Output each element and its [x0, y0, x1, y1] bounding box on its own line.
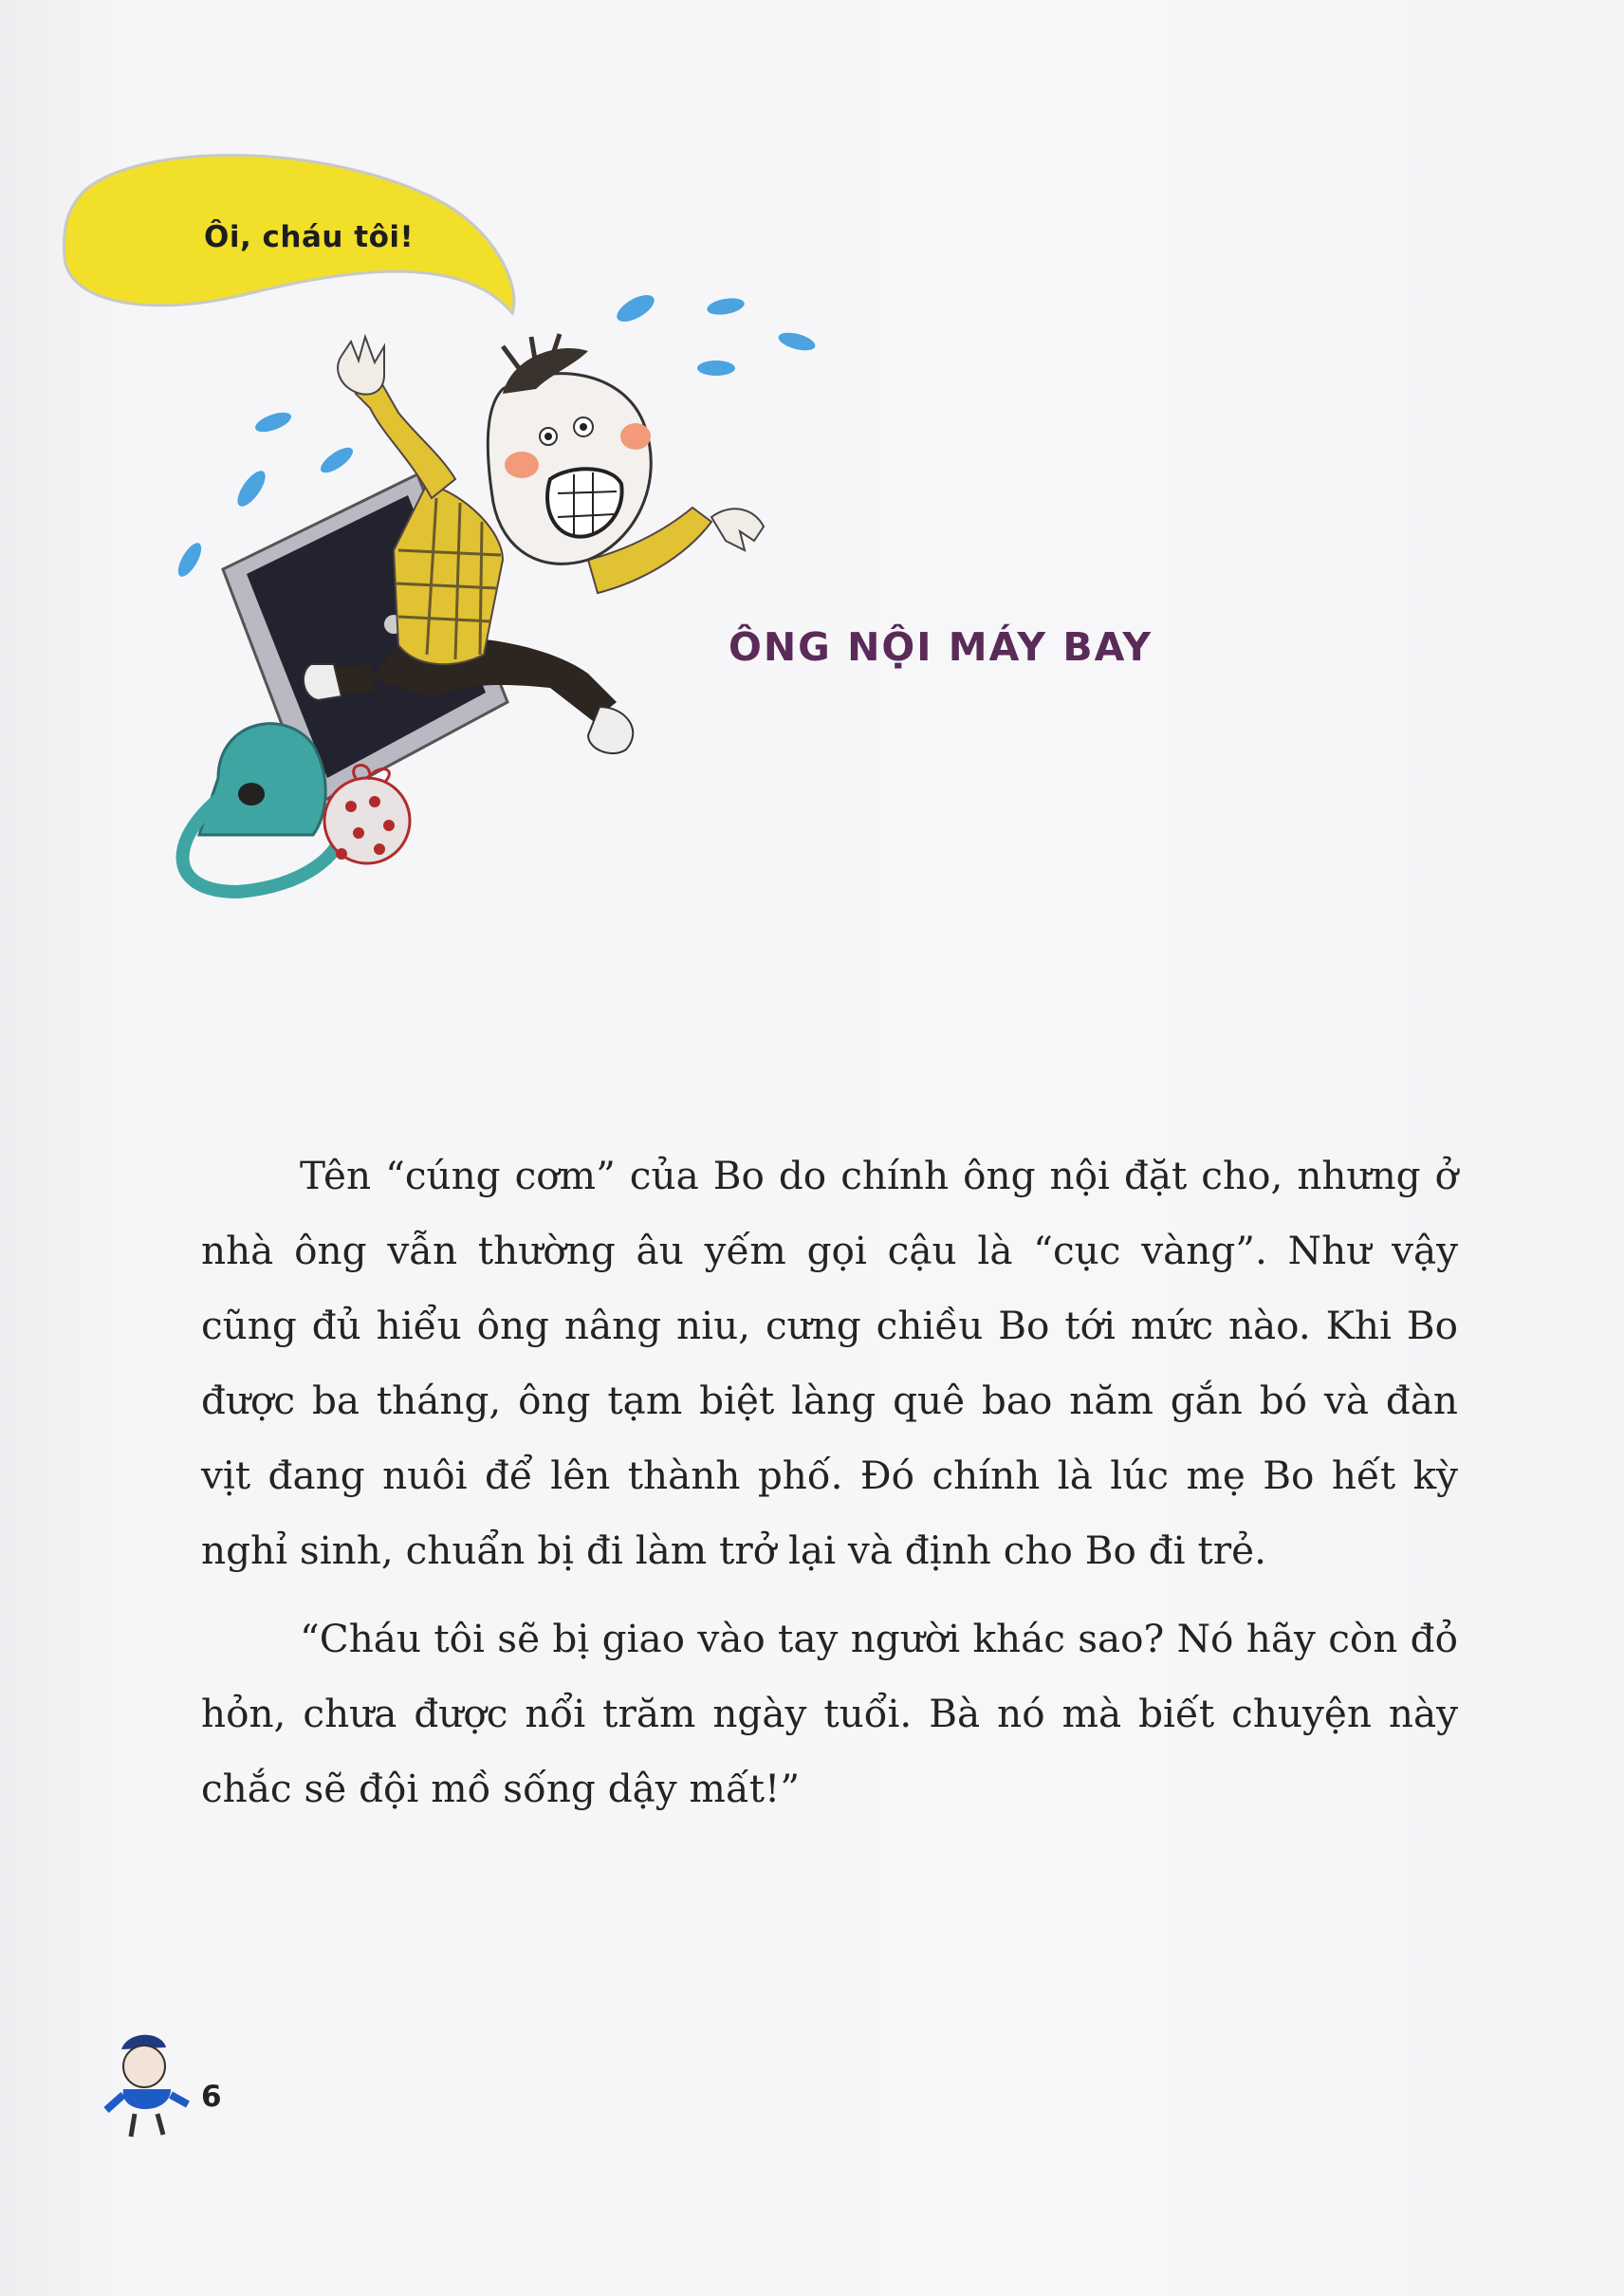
- footer-boy-icon: [104, 2030, 199, 2144]
- speech-bubble-text: Ôi, cháu tôi!: [204, 220, 415, 254]
- chapter-title: ÔNG NỘI MÁY BAY: [729, 624, 1153, 670]
- paragraph: Tên “cúng cơm” của Bo do chính ông nội đặt cho, nhưng ở nhà ông vẫn thường âu yếm gọi cậu là “cục vàng”. Như vậy cũng đủ hiểu ông nâng niu, cưng chiều Bo tới mức nào. Khi Bo được ba tháng, ông tạm biệt làng quê bao năm gắn bó và đàn vịt đang nuôi để lên thành phố. Đó chính là lúc mẹ Bo hết kỳ nghỉ sinh, chuẩn bị đi làm trở lại và định cho Bo đi trẻ.: [201, 1153, 1458, 1573]
- grandpa-head: [488, 334, 651, 564]
- grandpa-illustration: [57, 152, 854, 949]
- page-number: 6: [201, 2080, 222, 2114]
- body-text: [201, 1139, 1458, 1840]
- paragraph: “Cháu tôi sẽ bị giao vào tay người khác sao? Nó hãy còn đỏ hỏn, chưa được nổi trăm ngày tuổi. Bà nó mà biết chuyện này chắc sẽ đội mồ sống dậy mất!”: [201, 1616, 1458, 1811]
